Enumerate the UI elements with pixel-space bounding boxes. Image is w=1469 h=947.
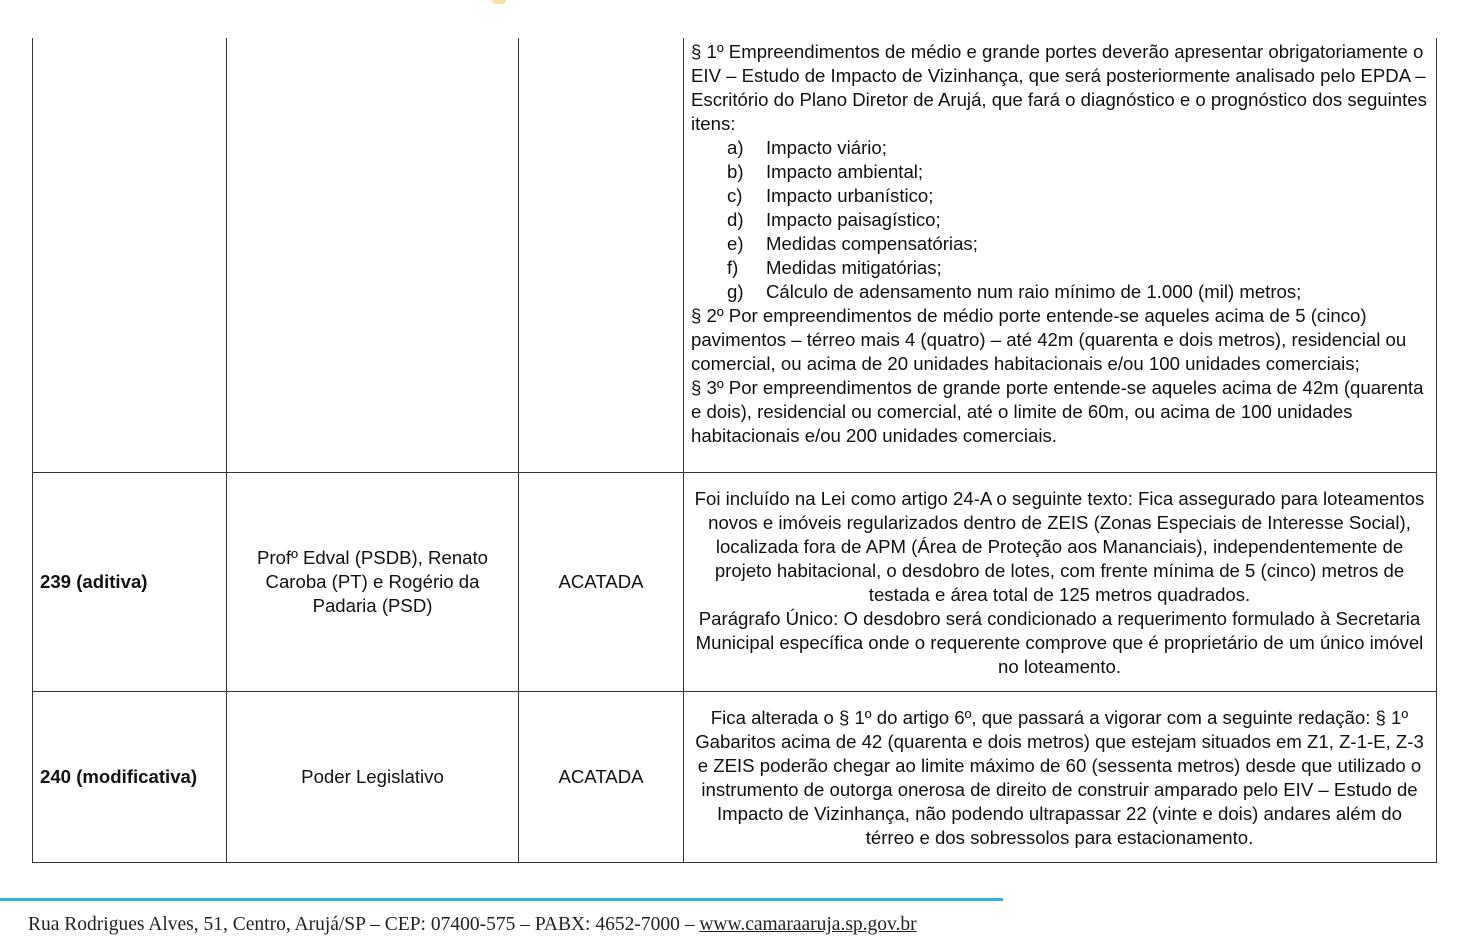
paragraph: Fica alterada o § 1º do artigo 6º, que passará a vigorar com a seguinte redação: § 1º Gabaritos acima de 42 (quarenta e dois metros) que estejam situados em Z1, Z-1-E, Z-3 e ZEIS poderão chegar ao limite máximo de 60 (sessenta metros) desde que utilizado o instrumento de outorga onerosa de direito de construir amparado pelo EIV – Estudo de Impacto de Vizinhança, não podendo ultrapassar 22 (vinte e dois) andares além do térreo e dos sobressolos para estacionamento. [695, 706, 1424, 848]
paragraph: § 1º Empreendimentos de médio e grande portes deverão apresentar obrigatoriamente o EIV – Estudo de Impacto de Vizinhança, que será posteriormente analisado pelo EPDA – Escritório do Plano Diretor de Arujá, que fará o diagnóstico e o prognóstico dos seguintes itens: [691, 41, 1427, 134]
list-letter: g) [727, 281, 744, 302]
list-letter: f) [727, 257, 739, 278]
list-item [691, 280, 1428, 304]
footer [28, 914, 917, 936]
amendment-number [33, 38, 227, 473]
table-row [33, 38, 1437, 473]
amendments-table [32, 38, 1437, 863]
paragraph: § 3º Por empreendimentos de grande porte entende-se aqueles acima de 42m (quarenta e dois), residencial ou comercial, até o limite de 60m, ou acima de 100 unidades habitacionais e/ou 200 unidades comerciais. [691, 377, 1424, 446]
list-item [691, 184, 1428, 208]
list-item [691, 256, 1428, 280]
list-item [691, 136, 1428, 160]
amendment-author: Profº Edval (PSDB), Renato Caroba (PT) e Rogério da Padaria (PSD) [227, 473, 519, 692]
amendment-status: ACATADA [519, 692, 684, 863]
footer-address: Rua Rodrigues Alves, 51, Centro, Arujá/SP – CEP: 07400-575 – PABX: 4652-7000 – [28, 914, 700, 935]
paragraph: Parágrafo Único: O desdobro será condicionado a requerimento formulado à Secretaria Municipal específica onde o requerente comprove que é proprietário de um único imóvel no loteamento. [695, 607, 1424, 677]
amendment-number: 240 (modificativa) [33, 692, 227, 863]
amendment-author: Poder Legislativo [227, 692, 519, 863]
list-text: Cálculo de adensamento num raio mínimo de 1.000 (mil) metros; [766, 281, 1302, 302]
list-text: Medidas compensatórias; [766, 233, 978, 254]
list-letter: c) [727, 185, 743, 206]
list-item [691, 160, 1428, 184]
paragraph: § 2º Por empreendimentos de médio porte entende-se aqueles acima de 5 (cinco) pavimentos – térreo mais 4 (quatro) – até 42m (quarenta e dois metros), residencial ou comercial, ou acima de 20 unidades habitacionais e/ou 100 unidades comerciais; [691, 305, 1407, 374]
table-row [33, 692, 1437, 863]
table-row [33, 473, 1437, 692]
list-item [691, 232, 1428, 256]
amendment-text [684, 692, 1437, 863]
amendment-author [227, 38, 519, 473]
list-letter: b) [727, 161, 744, 182]
amendment-status [519, 38, 684, 473]
list-letter: e) [727, 233, 744, 254]
footer-website-link[interactable]: www.camaraaruja.sp.gov.br [699, 914, 917, 935]
list-text: Impacto urbanístico; [766, 185, 934, 206]
amendment-text [684, 38, 1437, 473]
list-letter: d) [727, 209, 744, 230]
list-letter: a) [727, 137, 744, 158]
footer-divider [0, 898, 1003, 901]
list-text: Impacto ambiental; [766, 161, 924, 182]
list-item [691, 208, 1428, 232]
list-text: Medidas mitigatórias; [766, 257, 942, 278]
amendment-status: ACATADA [519, 473, 684, 692]
list-text: Impacto paisagístico; [766, 209, 941, 230]
amendment-text [684, 473, 1437, 692]
amendment-number: 239 (aditiva) [33, 473, 227, 692]
header-decoration [492, 0, 506, 4]
list-text: Impacto viário; [766, 137, 887, 158]
paragraph: Foi incluído na Lei como artigo 24-A o seguinte texto: Fica assegurado para loteamentos novos e imóveis regularizados dentro de ZEIS (Zonas Especiais de Interesse Social), localizada fora de APM (Área de Proteção aos Mananciais), independentemente de projeto habitacional, o desdobro de lotes, com frente mínima de 5 (cinco) metros de testada e área total de 125 metros quadrados. [694, 487, 1425, 605]
